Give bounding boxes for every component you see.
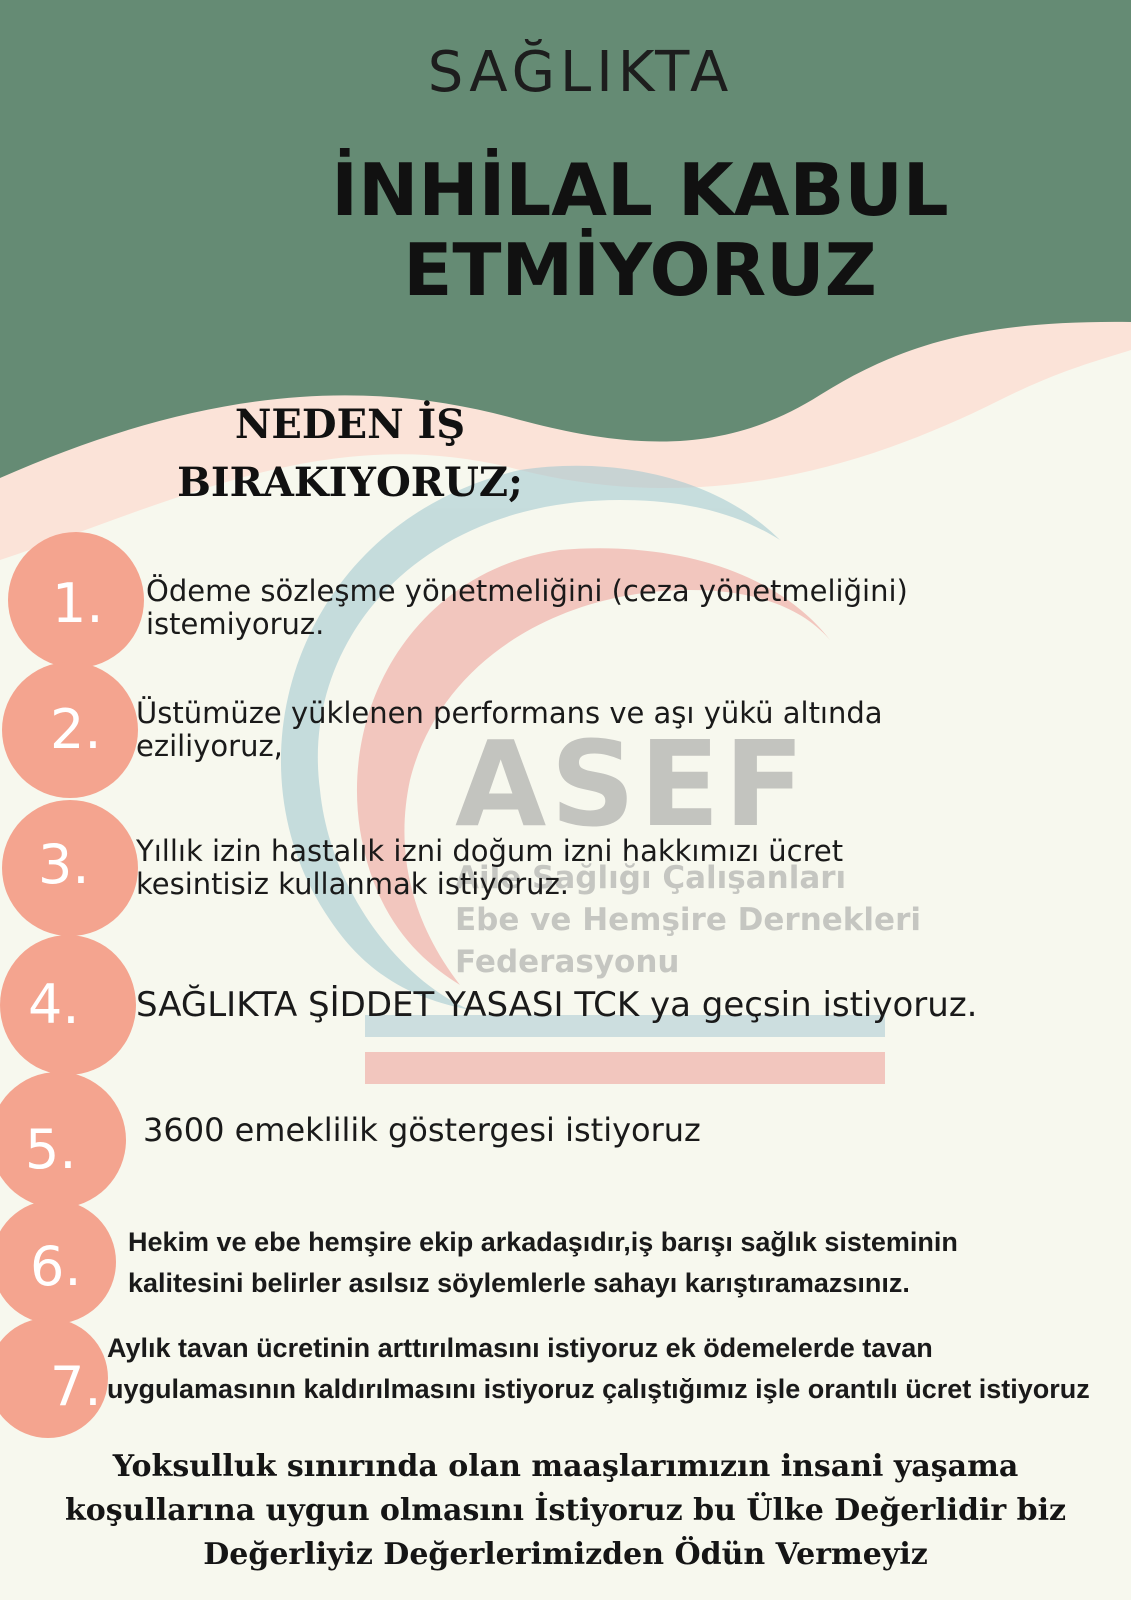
item-3-number: 3.: [38, 833, 90, 896]
item-1-number: 1.: [52, 572, 104, 635]
item-4-number: 4.: [28, 973, 80, 1036]
item-1-text: Ödeme sözleşme yönetmeliğini (ceza yönetmeliğini) istemiyoruz.: [146, 574, 908, 641]
logo-subtitle-line-2: Ebe ve Hemşire Dernekleri: [455, 902, 921, 938]
headline: İNHİLAL KABUL ETMİYORUZ: [331, 148, 949, 312]
item-5-text: 3600 emeklilik göstergesi istiyoruz: [143, 1111, 701, 1149]
logo-subtitle-line-3: Federasyonu: [455, 944, 680, 980]
footer-statement: Yoksulluk sınırında olan maaşlarımızın insani yaşama koşullarına uygun olmasını İstiyoruz bu Ülke Değerlidir biz Değerliyiz Değerlerimizden Ödün Vermeyiz: [64, 1449, 1067, 1572]
logo-wordmark: ASEF: [455, 715, 809, 853]
item-7-text: Aylık tavan ücretinin arttırılmasını istiyoruz ek ödemelerde tavan uygulamasının kaldırılmasını istiyoruz çalıştığımız işle orantılı ücret istiyoruz: [107, 1333, 1090, 1404]
item-3-text: Yıllık izin hastalık izni doğum izni hakkımızı ücret kesintisiz kullanmak istiyoruz.: [136, 834, 844, 901]
item-5-number: 5.: [25, 1118, 77, 1181]
item-7-number: 7.: [50, 1355, 102, 1418]
header-kicker: SAĞLIKTA: [427, 40, 734, 105]
logo-pink-bar: [365, 1052, 885, 1084]
item-6-number: 6.: [30, 1235, 82, 1298]
logo-subtitle-line-1: Aile Sağlığı Çalışanları: [455, 860, 847, 896]
section-title: NEDEN İŞ BIRAKIYORUZ;: [177, 401, 523, 506]
item-4-text: SAĞLIKTA ŞİDDET YASASI TCK ya geçsin istiyoruz.: [136, 985, 978, 1025]
item-2-text: Üstümüze yüklenen performans ve aşı yükü altında eziliyoruz,: [136, 696, 883, 763]
item-2-number: 2.: [50, 698, 102, 761]
item-6-text: Hekim ve ebe hemşire ekip arkadaşıdır,iş barışı sağlık sisteminin kalitesini belirler asılsız söylemlerle sahayı karıştıramazsınız.: [128, 1227, 958, 1298]
